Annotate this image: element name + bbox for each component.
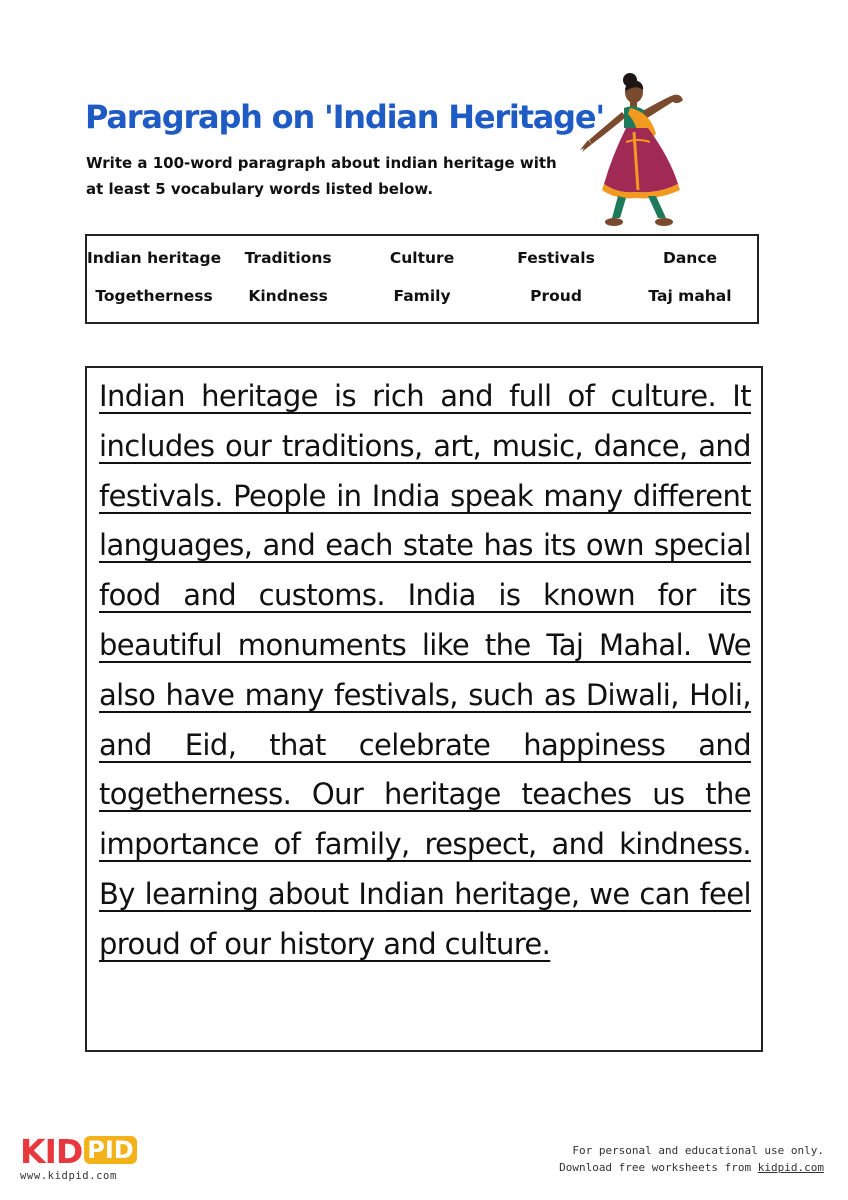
footer-note (559, 1142, 824, 1176)
footer-download-text: Download free worksheets from (559, 1161, 758, 1174)
vocab-word: Culture (389, 249, 455, 267)
vocabulary-grid (87, 246, 757, 309)
vocab-word: Togetherness (95, 287, 213, 305)
footer-download (559, 1159, 824, 1176)
logo-wordmark (20, 1132, 137, 1172)
footer-usage: For personal and educational use only. (572, 1144, 824, 1157)
paragraph-box (85, 366, 763, 1052)
vocab-word: Kindness (248, 287, 328, 305)
vocab-word: Family (393, 287, 451, 305)
logo-pid: PID (84, 1136, 136, 1164)
vocab-word: Traditions (244, 249, 332, 267)
dancer-icon (578, 72, 708, 230)
instructions-text: Write a 100-word paragraph about indian heritage with at least 5 vocabulary words listed below. (86, 154, 557, 198)
footer-link[interactable]: kidpid.com (757, 1161, 824, 1174)
vocab-word: Taj mahal (648, 287, 732, 305)
paragraph-text: Indian heritage is rich and full of culture. It includes our traditions, art, music, dance, and festivals. People in India speak many different languages, and each state has its own special food and customs. India is known for its beautiful monuments like the Taj Mahal. We also have many festivals, such as Diwali, Holi, and Eid, that celebrate happiness and togetherness. Our heritage teaches us the importance of family, respect, and kindness. By learning about Indian heritage, we can feel proud of our history and culture. (99, 379, 751, 961)
logo-kid: KID (20, 1132, 83, 1171)
kidpid-logo (20, 1132, 140, 1192)
vocab-word: Indian heritage (87, 249, 222, 267)
vocabulary-box (85, 234, 759, 324)
vocab-word: Dance (662, 249, 718, 267)
vocab-word: Festivals (517, 249, 595, 267)
logo-url: www.kidpid.com (20, 1170, 117, 1182)
page-title: Paragraph on 'Indian Heritage' (85, 98, 604, 136)
vocab-word: Proud (530, 287, 582, 305)
